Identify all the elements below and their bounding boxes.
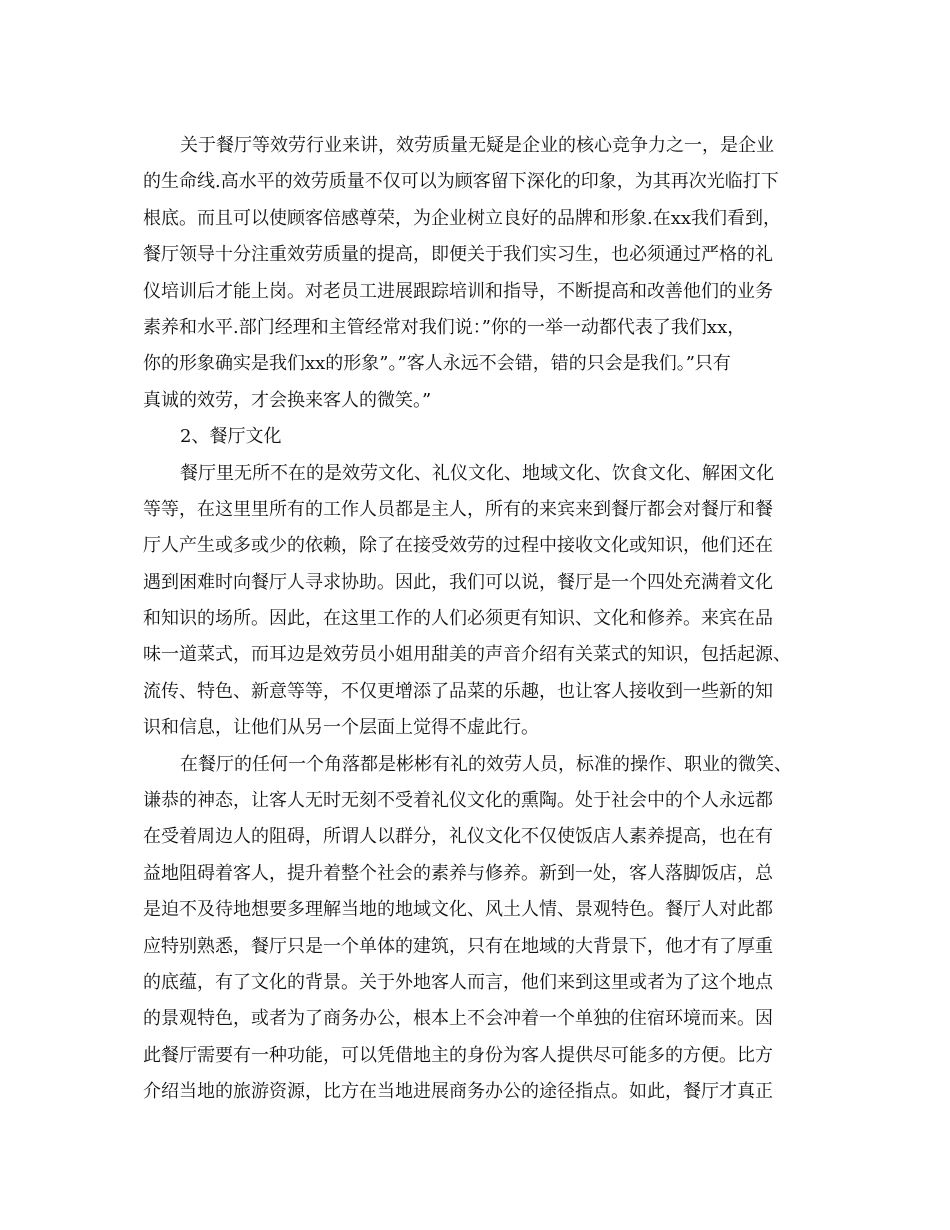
paragraph-line: 你的形象确实是我们xx的形象”。”客人永远不会错，错的只会是我们。”只有 xyxy=(143,353,731,375)
paragraph-line: 应特别熟悉，餐厅只是一个单体的建筑，只有在地域的大背景下，他才有了厚重 xyxy=(143,935,773,957)
paragraph-line: 和知识的场所。因此，在这里工作的人们必须更有知识、文化和修养。来宾在品 xyxy=(143,608,773,630)
body-text xyxy=(143,128,813,1111)
paragraph-line: 根底。而且可以使顾客倍感尊荣，为企业树立良好的品牌和形象.在xx我们看到， xyxy=(143,207,782,229)
paragraph-line: 餐厅领导十分注重效劳质量的提高，即便关于我们实习生，也必须通过严格的礼 xyxy=(143,244,773,266)
paragraph-line: 的景观特色，或者为了商务办公，根本上不会冲着一个单独的住宿环境而来。因 xyxy=(143,1008,773,1030)
paragraph-line: 的底蕴，有了文化的背景。关于外地客人而言，他们来到这里或者为了这个地点 xyxy=(143,971,773,993)
paragraph-line: 在受着周边人的阻碍，所谓人以群分，礼仪文化不仅使饭店人素养提高，也在有 xyxy=(143,826,773,848)
paragraph-line: 厅人产生或多或少的依赖，除了在接受效劳的过程中接收文化或知识，他们还在 xyxy=(143,535,773,557)
paragraph-line: 仪培训后才能上岗。对老员工进展跟踪培训和指导，不断提高和改善他们的业务 xyxy=(143,280,773,302)
paragraph-line: 介绍当地的旅游资源，比方在当地进展商务办公的途径指点。如此，餐厅才真正 xyxy=(143,1081,773,1103)
paragraph-line: 谦恭的神态，让客人无时无刻不受着礼仪文化的熏陶。处于社会中的个人永远都 xyxy=(143,790,773,812)
paragraph-line: 关于餐厅等效劳行业来讲，效劳质量无疑是企业的核心竞争力之一，是企业 xyxy=(180,135,774,156)
paragraph-line: 真诚的效劳，才会换来客人的微笑。” xyxy=(143,389,432,411)
paragraph-line: 流传、特色、新意等等，不仅更增添了品菜的乐趣，也让客人接收到一些新的知 xyxy=(143,680,773,702)
paragraph-line: 餐厅里无所不在的是效劳文化、礼仪文化、地域文化、饮食文化、解困文化 xyxy=(180,462,774,484)
paragraph-line: 此餐厅需要有一种功能，可以凭借地主的身份为客人提供尽可能多的方便。比方 xyxy=(143,1044,773,1066)
paragraph-line: 是迫不及待地想要多理解当地的地域文化、风土人情、景观特色。餐厅人对此都 xyxy=(143,899,773,921)
paragraph-line: 识和信息，让他们从另一个层面上觉得不虚此行。 xyxy=(143,717,539,739)
paragraph-line: 的生命线.高水平的效劳质量不仅可以为顾客留下深化的印象，为其再次光临打下 xyxy=(143,171,779,193)
paragraph-line: 益地阻碍着客人，提升着整个社会的素养与修养。新到一处，客人落脚饭店，总 xyxy=(143,862,773,884)
section-heading: 2、餐厅文化 xyxy=(180,426,282,448)
paragraph-line: 在餐厅的任何一个角落都是彬彬有礼的效劳人员，标准的操作、职业的微笑、 xyxy=(180,753,792,775)
paragraph-line: 素养和水平.部门经理和主管经常对我们说：”你的一举一动都代表了我们xx， xyxy=(143,316,746,338)
paragraph-line: 遇到困难时向餐厅人寻求协助。因此，我们可以说，餐厅是一个四处充满着文化 xyxy=(143,571,773,593)
paragraph-line: 味一道菜式，而耳边是效劳员小姐用甜美的声音介绍有关菜式的知识，包括起源、 xyxy=(143,644,791,666)
paragraph-line: 等等，在这里里所有的工作人员都是主人，所有的来宾来到餐厅都会对餐厅和餐 xyxy=(143,498,773,520)
